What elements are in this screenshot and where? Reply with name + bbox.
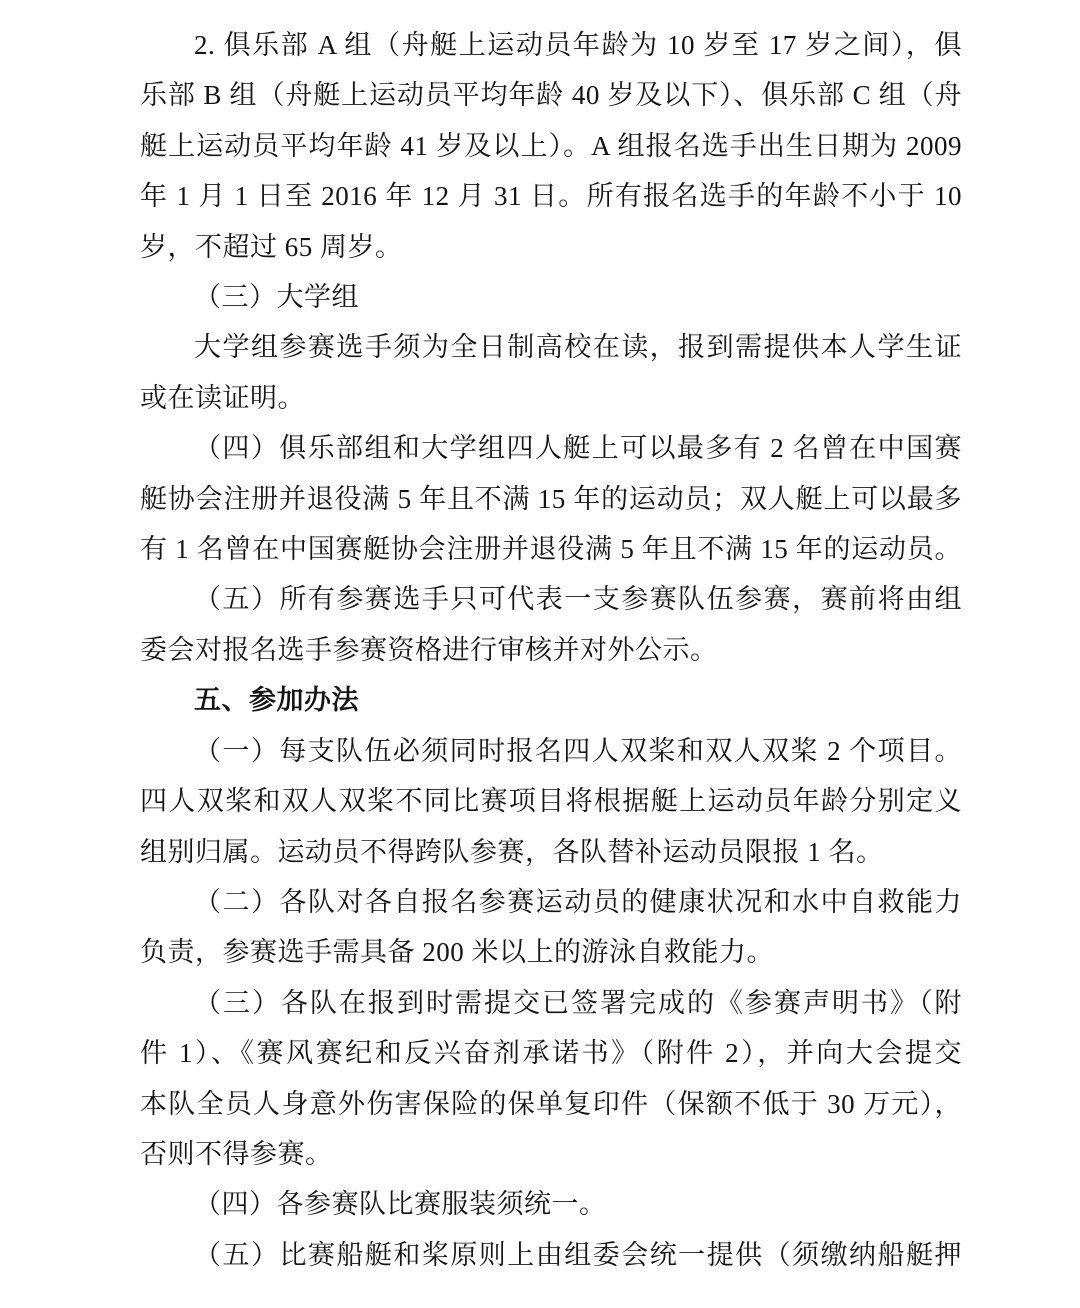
clause-university-eligibility — [140, 322, 962, 423]
doc-line: 年 1 月 1 日至 2016 年 12 月 31 日。所有报名选手的年龄不小于 10 — [140, 181, 962, 212]
doc-line: （三）各队在报到时需提交已签署完成的《参赛声明书》（附 — [194, 987, 962, 1018]
clause-uniform-requirement — [140, 1179, 962, 1229]
doc-line: 四人双桨和双人双桨不同比赛项目将根据艇上运动员年龄分别定义 — [140, 786, 962, 817]
clause-boats-provided-truncated — [140, 1230, 962, 1280]
doc-line: 岁，不超过 65 周岁。 — [140, 231, 403, 262]
doc-line: 否则不得参赛。 — [140, 1138, 333, 1169]
doc-line: 负责，参赛选手需具备 200 米以上的游泳自救能力。 — [140, 937, 774, 968]
clause-required-documents-insurance — [140, 978, 962, 1180]
doc-line: 或在读证明。 — [140, 382, 305, 413]
doc-line: （五）比赛船艇和桨原则上由组委会统一提供（须缴纳船艇押 — [194, 1239, 962, 1270]
doc-line: 大学组参赛选手须为全日制高校在读，报到需提供本人学生证 — [194, 332, 962, 363]
doc-line: 2. 俱乐部 A 组（舟艇上运动员年龄为 10 岁至 17 岁之间），俱 — [194, 30, 962, 60]
doc-line: 委会对报名选手参赛资格进行审核并对外公示。 — [140, 634, 718, 665]
doc-line: （四）俱乐部组和大学组四人艇上可以最多有 2 名曾在中国赛 — [194, 433, 962, 464]
doc-line: 艇协会注册并退役满 5 年且不满 15 年的运动员；双人艇上可以最多 — [140, 483, 962, 514]
subheading-university-group — [140, 272, 962, 322]
clause-club-age-groups — [140, 20, 962, 272]
doc-line: （二）各队对各自报名参赛运动员的健康状况和水中自救能力 — [194, 886, 962, 917]
doc-line: 有 1 名曾在中国赛艇协会注册并退役满 5 年且不满 15 年的运动员。 — [140, 534, 962, 565]
clause-health-and-swimming-ability — [140, 877, 962, 978]
doc-line: （三）大学组 — [194, 282, 359, 313]
clause-retired-athlete-limits — [140, 423, 962, 574]
doc-line: 五、参加办法 — [194, 685, 359, 716]
doc-line: （五）所有参赛选手只可代表一支参赛队伍参赛，赛前将由组 — [194, 584, 962, 615]
doc-line: （四）各参赛队比赛服装须统一。 — [194, 1189, 607, 1220]
doc-line: 艇上运动员平均年龄 41 岁及以上）。A 组报名选手出生日期为 2009 — [140, 130, 962, 161]
doc-line: （一）每支队伍必须同时报名四人双桨和双人双桨 2 个项目。 — [194, 735, 962, 766]
clause-event-registration-rules — [140, 726, 962, 877]
section-heading-participation-method — [140, 675, 962, 725]
doc-line: 组别归属。运动员不得跨队参赛，各队替补运动员限报 1 名。 — [140, 836, 884, 867]
doc-line: 本队全员人身意外伤害保险的保单复印件（保额不低于 30 万元）， — [140, 1088, 962, 1119]
document-text-block — [140, 20, 962, 1280]
doc-line: 乐部 B 组（舟艇上运动员平均年龄 40 岁及以下）、俱乐部 C 组（舟 — [140, 80, 962, 111]
doc-line: 件 1）、《赛风赛纪和反兴奋剂承诺书》（附件 2），并向大会提交 — [140, 1038, 962, 1069]
clause-single-team-representation — [140, 574, 962, 675]
